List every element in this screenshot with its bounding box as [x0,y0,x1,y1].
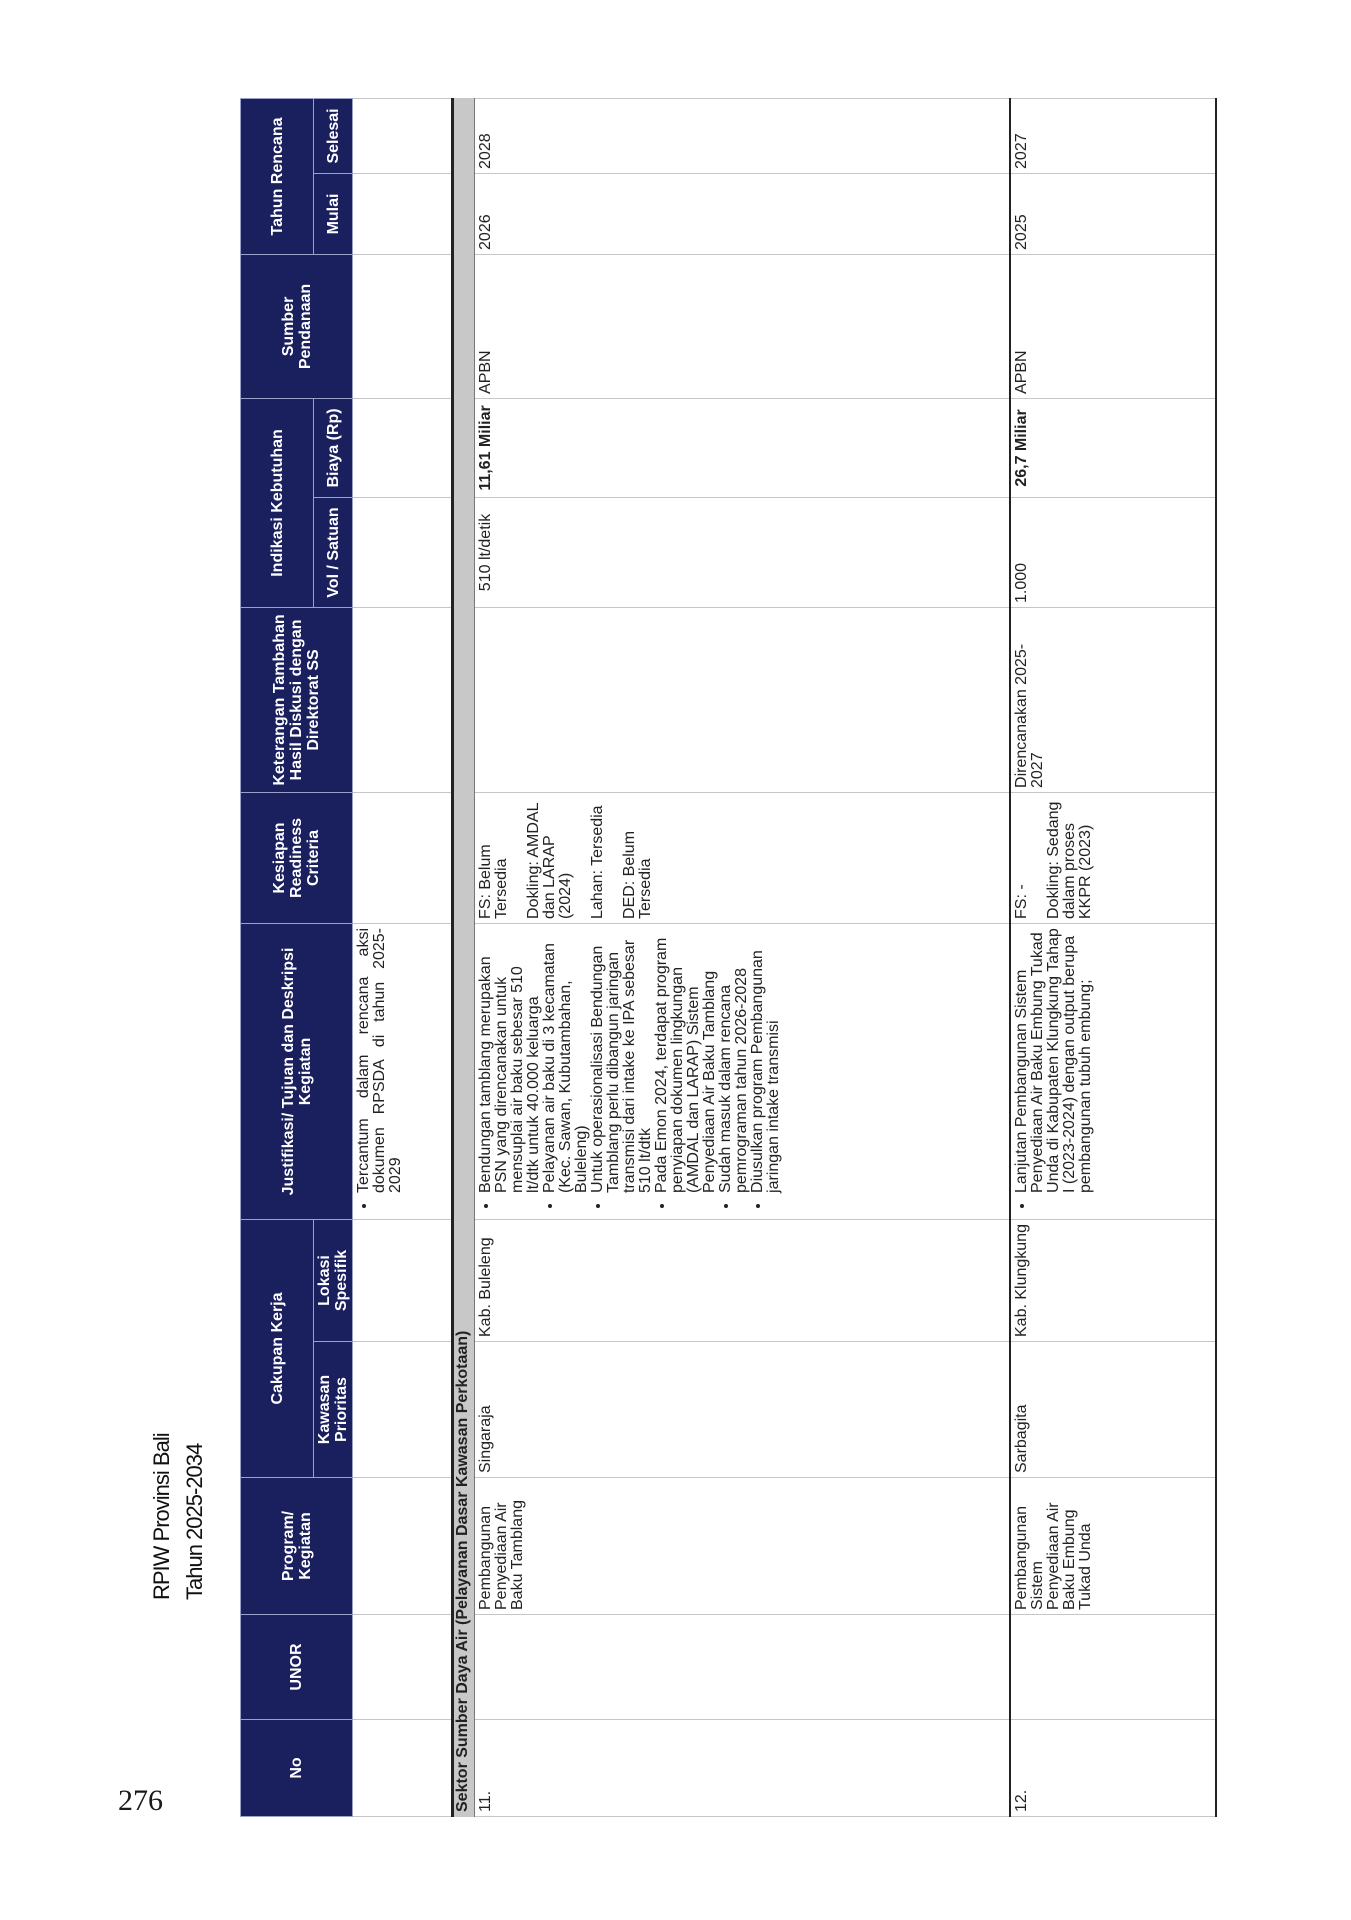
cell-keterangan: Direncanakan 2025-2027 [1010,607,1216,792]
table-row-continuation [353,98,453,1816]
justifikasi-item: • Pada Emon 2024, terdapat program penyiapan dokumen lingkungan (AMDAL dan LARAP) Sistem Penyediaan Air Baku Tamblang [654,928,718,1193]
justifikasi-item: • Sudah masuk dalam rencana pemrograman tahun 2026-2028 [718,928,750,1193]
header-vol-satuan: Vol / Satuan [314,497,353,607]
header-justifikasi: Justifikasi/ Tujuan dan Deskripsi Kegiatan [241,923,353,1219]
justifikasi-item: • Bendungan tamblang merupakan PSN yang direncanakan untuk mensuplai air baku sebesar 510 lt/dtk untuk 40.000 keluarga [478,928,542,1193]
header-keterangan: Keterangan Tambahan Hasil Diskusi dengan Direktorat SS [241,607,353,792]
cell-selesai: 2027 [1010,98,1216,173]
cell-biaya: 26,7 Miliar [1010,398,1216,497]
table-row [1010,98,1216,1816]
cell-vol: 1.000 [1010,497,1216,607]
kesiapan-fs: FS: - [1013,884,1030,919]
header-mulai: Mulai [314,173,353,254]
header-no: No [241,1720,353,1817]
header-sumber-pendanaan: Sumber Pendanaan [241,254,353,398]
kesiapan-fs: FS: Belum Tersedia [477,844,510,919]
cell-program: Pembangunan Sistem Penyediaan Air Baku Embung Tukad Unda [1010,1478,1216,1615]
cell-justifikasi [1010,923,1216,1219]
cell-keterangan [475,607,1011,792]
running-head-line2: Tahun 2025-2034 [182,1443,207,1600]
cell-justifikasi [475,923,1011,1219]
header-kesiapan: Kesiapan Readiness Criteria [241,792,353,923]
table-row [475,98,1011,1816]
cell-kawasan: Singaraja [475,1342,1011,1478]
header-biaya: Biaya (Rp) [314,398,353,497]
kesiapan-dokling: Dokling: Sedang dalam proses KKPR (2023) [1045,801,1094,919]
kesiapan-ded: DED: Belum Tersedia [621,830,654,919]
cell-unor [1010,1615,1216,1720]
continuation-bullet: • Tercantum dalam rencana aksi dokumen RPSDA di tahun 2025-2029 [356,928,404,1193]
program-table [240,98,1217,1817]
running-head-line1: RPIW Provinsi Bali [149,1433,174,1600]
header-lokasi-spesifik: Lokasi Spesifik [314,1219,353,1341]
cell-mulai: 2026 [475,173,1011,254]
cell-kesiapan [475,792,1011,923]
header-unor: UNOR [241,1615,353,1720]
justifikasi-item: • Diusulkan program Pembangunan jaringan intake transmisi [750,928,782,1193]
cell-kesiapan [1010,792,1216,923]
justifikasi-item: • Pelayanan air baku di 3 kecamatan (Kec. Sawan, Kubutambahan, Buleleng) [542,928,590,1193]
header-selesai: Selesai [314,98,353,173]
cell-biaya: 11,61 Miliar [475,398,1011,497]
cell-sumber: APBN [1010,254,1216,398]
page-number: 276 [118,1784,163,1817]
justifikasi-item: • Untuk operasionalisasi Bendungan Tamblang perlu dibangun jaringan transmisi dari intake ke IPA sebesar 510 lt/dtk [590,928,654,1193]
header-indikasi-kebutuhan: Indikasi Kebutuhan [241,398,314,607]
cell-lokasi: Kab. Buleleng [475,1219,1011,1341]
rotated-table-container [240,99,1220,1817]
cell-mulai: 2025 [1010,173,1216,254]
kesiapan-lahan: Lahan: Tersedia [589,805,606,919]
cell-lokasi: Kab. Klungkung [1010,1219,1216,1341]
running-head [145,1400,235,1600]
cell-program: Pembangunan Penyediaan Air Baku Tamblang [475,1478,1011,1615]
cell-selesai: 2028 [475,98,1011,173]
cell-kawasan: Sarbagita [1010,1342,1216,1478]
header-tahun-rencana: Tahun Rencana [241,98,314,254]
kesiapan-dokling: Dokling: AMDAL dan LARAP (2024) [525,803,574,919]
cell-no: 11. [475,1720,1011,1817]
sector-label: Sektor Sumber Daya Air (Pelayanan Dasar Kawasan Perkotaan) [453,98,475,1816]
header-kawasan-prioritas: Kawasan Prioritas [314,1342,353,1478]
sector-row [453,98,475,1816]
cell-vol: 510 lt/detik [475,497,1011,607]
cell-no: 12. [1010,1720,1216,1817]
header-cakupan-kerja: Cakupan Kerja [241,1219,314,1477]
cell-sumber: APBN [475,254,1011,398]
justifikasi-item: • Lanjutan Pembangunan Sistem Penyediaan Air Baku Embung Tukad Unda di Kabupaten Klungkung Tahap I (2023-2024) dengan output berupa pembangunan tubuh embung; [1014,928,1094,1193]
header-program: Program/ Kegiatan [241,1478,353,1615]
cell-unor [475,1615,1011,1720]
